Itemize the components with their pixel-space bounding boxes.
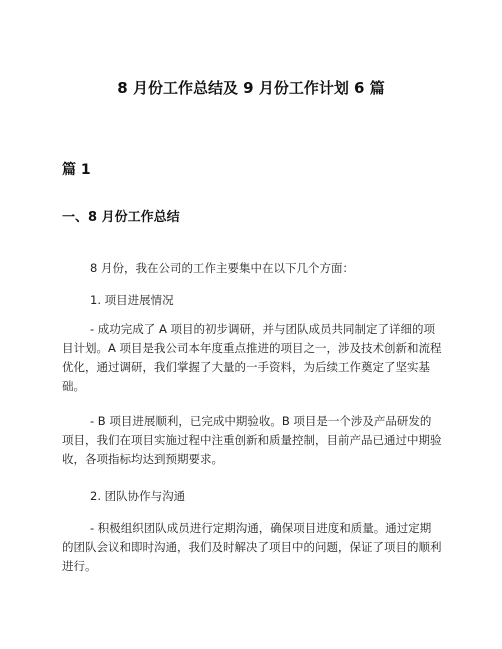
paragraph-project-b: - B 项目进展顺利，已完成中期验收。B 项目是一个涉及产品研发的项目，我们在项目实施过程中注重创新和质量控制，目前产品已通过中期验收，各项指标均达到预期要求。 <box>62 414 442 466</box>
document-title: 8 月份工作总结及 9 月份工作计划 6 篇 <box>117 79 385 97</box>
paragraph-intro: 8 月份，我在公司的工作主要集中在以下几个方面： <box>90 261 354 275</box>
paragraph-item-heading: 2. 团队协作与沟通 <box>90 489 186 503</box>
section-label: 篇 1 <box>62 162 91 178</box>
paragraph-item-heading: 1. 项目进展情况 <box>90 293 174 307</box>
section-heading: 一、8 月份工作总结 <box>62 210 180 225</box>
paragraph-project-a: - 成功完成了 A 项目的初步调研，并与团队成员共同制定了详细的项目计划。A 项目是我公司本年度重点推进的项目之一，涉及技术创新和流程优化，通过调研，我们掌握了大量的一手资料，为后续工作奠定了坚实基础。 <box>62 322 442 393</box>
paragraph-team-communication: - 积极组织团队成员进行定期沟通，确保项目进度和质量。通过定期的团队会议和即时沟通，我们及时解决了项目中的问题，保证了项目的顺利进行。 <box>62 521 442 573</box>
